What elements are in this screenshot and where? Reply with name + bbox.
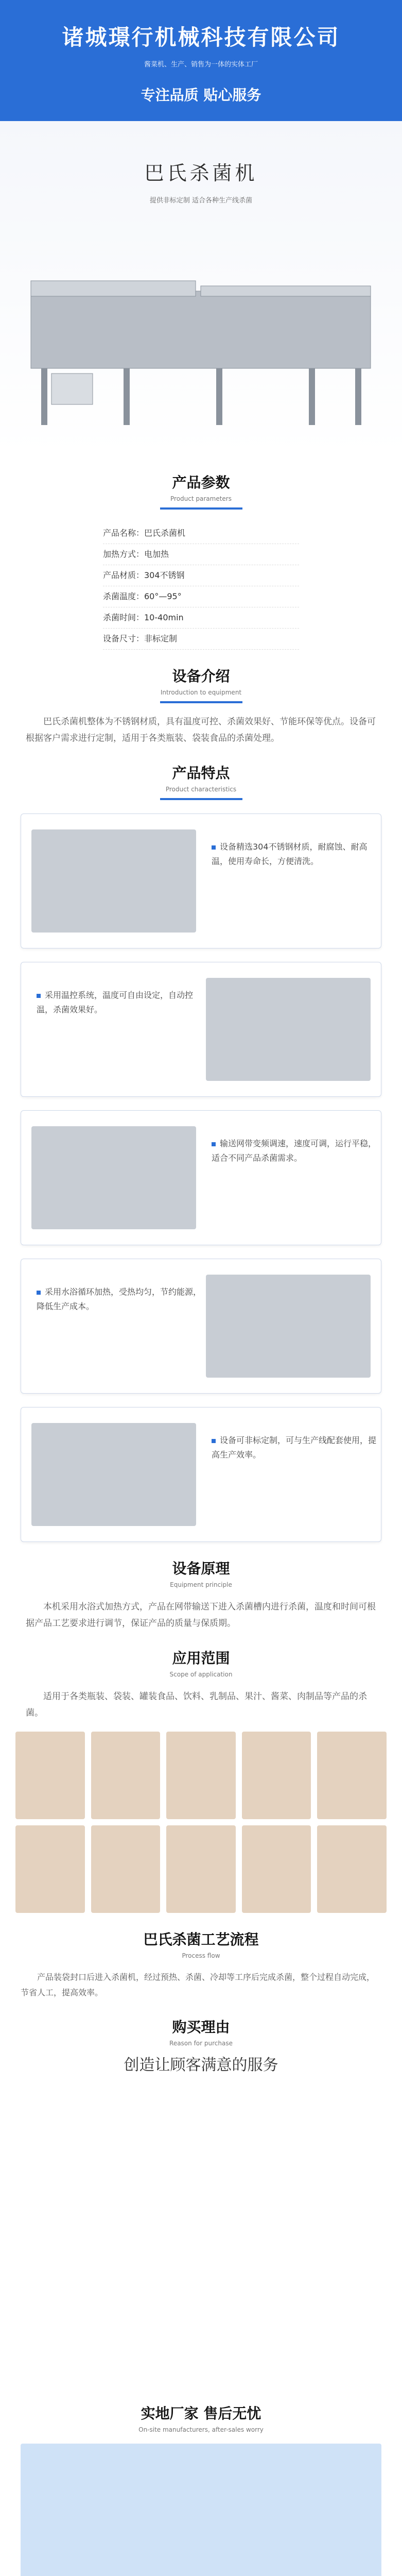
bullet-icon (212, 1439, 216, 1443)
principle-section-title: 设备原理 Equipment principle (170, 1560, 232, 1588)
intro-text: 巴氏杀菌机整体为不锈钢材质，具有温度可控、杀菌效果好、节能环保等优点。设备可根据客户需求进行定制，适用于各类瓶装、袋装食品的杀菌处理。 (26, 717, 376, 743)
param-row: 杀菌温度：60°—95° (103, 586, 299, 607)
feature-image (31, 1126, 196, 1229)
params-section-title: 产品参数 Product parameters (0, 471, 402, 510)
product-photo (242, 1825, 311, 1913)
feature-image (31, 1423, 196, 1526)
product-photo (91, 1732, 161, 1819)
product-photo (166, 1825, 236, 1913)
product-info: 提供非标定制 适合各种生产线杀菌 (149, 197, 253, 205)
feature-image (206, 978, 371, 1081)
bullet-icon (37, 994, 41, 998)
process-text: 产品装袋封口后进入杀菌机，经过预热、杀菌、冷却等工序后完成杀菌，整个过程自动完成，节省人工，提高效率。 (21, 1972, 375, 1997)
product-title: 巴氏杀菌机 (144, 162, 258, 184)
scope-text: 适用于各类瓶装、袋装、罐装食品、饮料、乳制品、果汁、酱菜、肉制品等产品的杀菌。 (26, 1691, 367, 1718)
reasons-section-title: 购买理由 Reason for purchase (169, 2019, 233, 2047)
product-photo (317, 1825, 387, 1913)
product-photo (15, 1732, 85, 1819)
param-row: 产品材质：304不锈钢 (103, 565, 299, 586)
params-list (103, 523, 299, 650)
scope-gallery (15, 1732, 387, 1913)
product-photo (15, 1825, 85, 1913)
principle-text: 本机采用水浴式加热方式，产品在网带输送下进入杀菌槽内进行杀菌，温度和时间可根据产品工艺要求进行调节，保证产品的质量与保质期。 (26, 1602, 376, 1629)
bullet-icon (212, 1142, 216, 1146)
bullet-icon (212, 845, 216, 850)
product-photo (242, 1732, 311, 1819)
feature-card: 输送网带变频调速，速度可调，运行平稳，适合不同产品杀菌需求。 (21, 1110, 381, 1245)
slogan: 专注品质 贴心服务 (141, 87, 261, 104)
process-section-title: 巴氏杀菌工艺流程 Process flow (143, 1931, 259, 1959)
feature-card: 采用水浴循环加热，受热均匀，节约能源，降低生产成本。 (21, 1259, 381, 1394)
product-photo (166, 1732, 236, 1819)
bullet-icon (37, 1291, 41, 1295)
feature-image (31, 829, 196, 933)
param-row: 杀菌时间：10-40min (103, 607, 299, 629)
factory-photo (21, 2444, 381, 2576)
product-photo (91, 1825, 161, 1913)
feature-card: 设备可非标定制，可与生产线配套使用，提高生产效率。 (21, 1407, 381, 1542)
param-row: 产品名称：巴氏杀菌机 (103, 523, 299, 544)
feature-image (206, 1275, 371, 1378)
feature-card: 采用温控系统，温度可自由设定，自动控温，杀菌效果好。 (21, 962, 381, 1097)
reasons-panel (31, 2052, 371, 2387)
param-row: 设备尺寸：非标定制 (103, 629, 299, 650)
scope-section-title: 应用范围 Scope of application (169, 1650, 233, 1678)
product-banner (0, 121, 402, 456)
machine-image (21, 250, 381, 435)
feature-card: 设备精选304不锈钢材质，耐腐蚀、耐高温，使用寿命长，方便清洗。 (21, 814, 381, 948)
factory-section-title: 实地厂家 售后无忧 On-site manufacturers, after-sales worry (138, 2405, 264, 2433)
company-name: 诸城璟行机械科技有限公司 (62, 25, 340, 50)
intro-section-title: 设备介绍 Introduction to equipment (0, 665, 402, 703)
product-photo (317, 1732, 387, 1819)
reasons-head: 创造让顾客满意的服务 (124, 2056, 278, 2074)
company-subline: 酱菜机、生产、销售为一体的实体工厂 (144, 61, 258, 69)
header (0, 0, 402, 121)
param-row: 加热方式：电加热 (103, 544, 299, 565)
features-section-title: 产品特点 Product characteristics (0, 762, 402, 800)
